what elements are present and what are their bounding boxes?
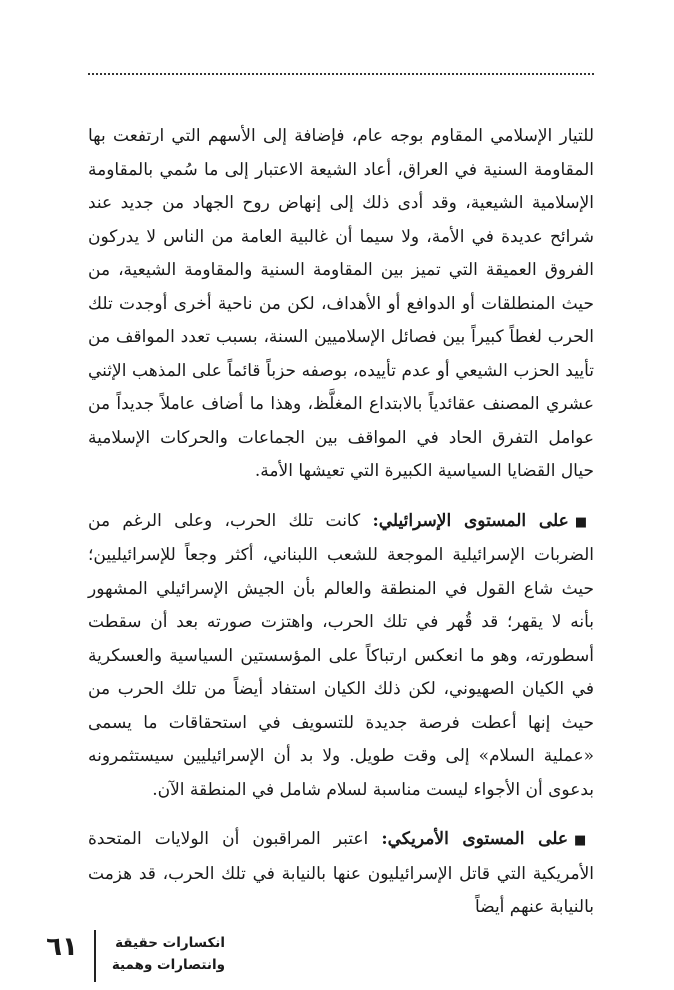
- book-title-line-2: وانتصارات وهمية: [111, 957, 225, 973]
- book-title-line-1: انكسارات حقيقة: [115, 935, 225, 951]
- header-dotted-rule: [88, 73, 594, 75]
- paragraph-text: اعتبر المراقبون أن الولايات المتحدة الأمريكية التي قاتل الإسرائيليون عنها بالنيابة في تلك الحرب، قد هزمت بالنيابة عنهم أيضاً: [88, 829, 594, 917]
- square-bullet-icon: ■: [574, 514, 594, 530]
- paragraph-text: للتيار الإسلامي المقاوم بوجه عام، فإضافة إلى الأسهم التي ارتفعت بها المقاومة السنية في العراق، أعاد الشيعة الاعتبار إلى ما سُمي بالمقاومة الإسلامية الشيعية، وقد أدى ذلك إلى إنهاض روح الجهاد من جديد عند شرائح عديدة في الأمة، ولا سيما أن غالبية العامة من الناس لا يدركون الفروق العميقة التي تميز بين المقاومة السنية والمقاومة الشيعية، من حيث المنطلقات أو الدوافع أو الأهداف، لكن من ناحية أخرى أوجدت تلك الحرب لغطاً كبيراً بين فصائل الإسلاميين السنة، بسبب تعدد المواقف من تأييد الحزب الشيعي أو عدم تأييده، بوصفه حزباً قائماً على المذهب الإثني عشري المصنف عقائدياً بالابتداع المغلَّظ، وهذا ما أضاف عاملاً جديداً من عوامل التفرق الحاد في المواقف بين الجماعات والحركات الإسلامية حيال القضايا السياسية الكبيرة التي تعيشها الأمة.: [88, 126, 594, 481]
- footer-divider: [94, 930, 96, 982]
- paragraph-lead-heading: على المستوى الأمريكي:: [381, 829, 569, 849]
- paragraph-american-level: [88, 823, 594, 925]
- paragraph-text: كانت تلك الحرب، وعلى الرغم من الضربات الإسرائيلية الموجعة للشعب اللبناني، أكثر وجعاً للإسرائيليين؛ حيث شاع القول في المنطقة والعالم بأن الجيش الإسرائيلي المشهور بأنه لا يقهر؛ قد قُهر في تلك الحرب، واهتزت صورته بعد أن سقطت أسطورته، وهو ما انعكس ارتباكاً على المؤسستين السياسية والعسكرية في الكيان الصهيوني، لكن ذلك الكيان استفاد أيضاً من تلك الحرب من حيث إنها أعطت فرصة جديدة للتسويف في استحقاقات ما يسمى «عملية السلام» إلى وقت طويل. ولا بد أن الإسرائيليين سيستثمرونه بدعوى أن الأجواء ليست مناسبة لسلام شامل في المنطقة الآن.: [88, 510, 594, 800]
- page-body: [88, 120, 594, 941]
- page-footer: [0, 930, 674, 986]
- paragraph-israeli-level: [88, 505, 594, 808]
- book-title: [105, 932, 225, 976]
- page-number: ٦١: [46, 932, 78, 962]
- paragraph-lead-heading: على المستوى الإسرائيلي:: [372, 510, 569, 531]
- paragraph-islamic-current: [88, 120, 594, 489]
- square-bullet-icon: ■: [574, 833, 594, 848]
